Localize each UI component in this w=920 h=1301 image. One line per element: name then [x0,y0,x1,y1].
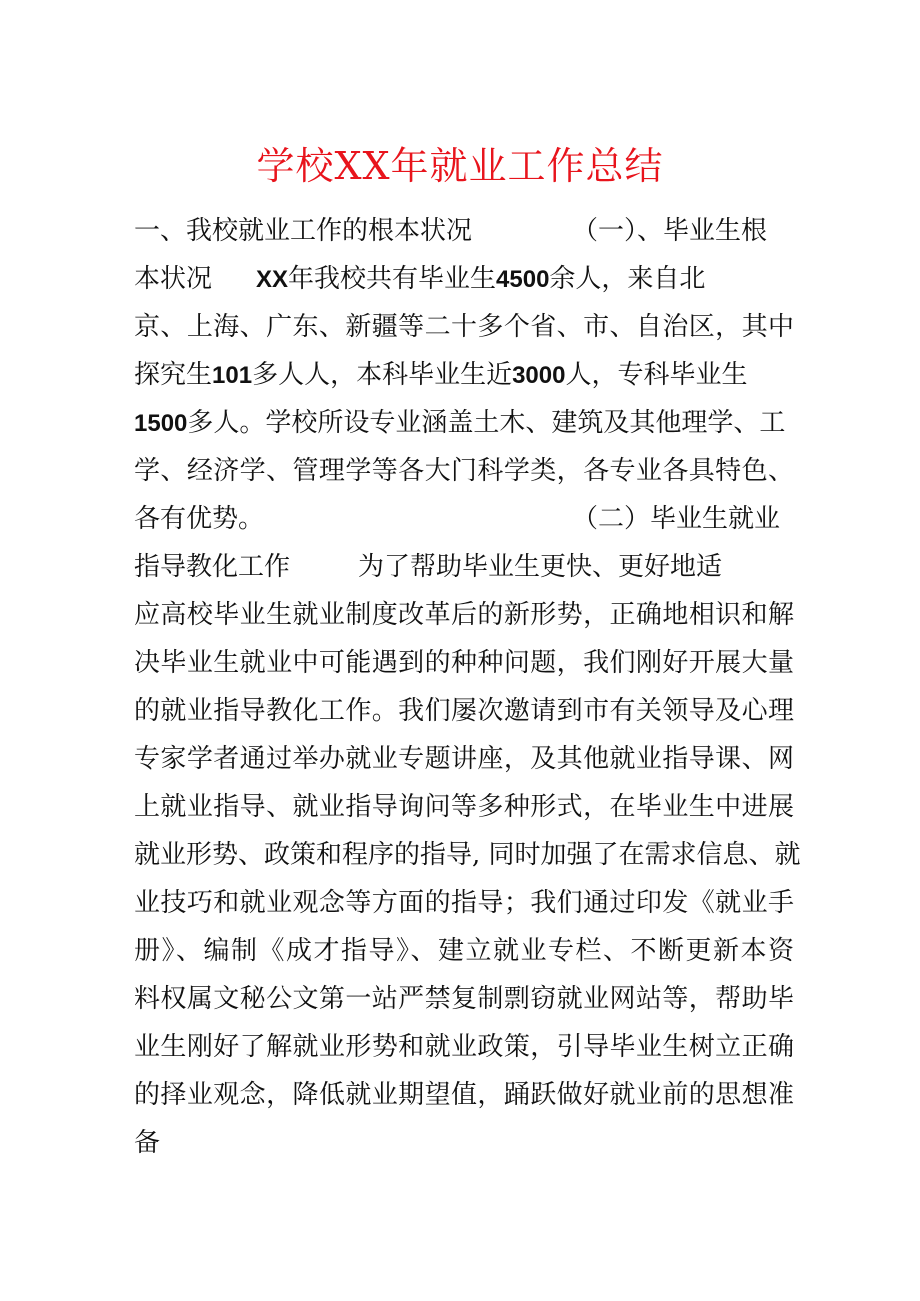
line-7-lead: 各有优势。 [134,504,265,534]
text-line-8 [134,543,794,591]
line-5-text: 多人。学校所设专业涵盖土木、建筑及其他理学、工 [187,408,786,438]
year-code: XX [256,266,289,293]
subsection-heading-1: （一）、毕业生根 [572,216,768,246]
text-line-13: 上就业指导、就业指导询问等多种形式，在毕业生中进展 [134,792,794,822]
text-line-10: 决毕业生就业中可能遇到的种种问题，我们刚好开展大量 [134,648,794,678]
text-line-19: 的择业观念，降低就业期望值，踊跃做好就业前的思想准 [134,1080,794,1110]
text-line-11: 的就业指导教化工作。我们屡次邀请到市有关领导及心理 [134,696,794,726]
line-2-text-a: 年我校共有毕业生 [288,264,497,294]
line-8-body: 为了帮助毕业生更快、更好地适 [358,552,723,582]
graduate-total: 4500 [496,266,550,293]
line-8-lead: 指导教化工作 [134,552,291,582]
line-4-text-b: 多人人，本科毕业生近 [252,360,513,390]
text-line-14: 就业形势、政策和程序的指导, 同时加强了在需求信息、就 [134,840,801,870]
postgraduate-count: 101 [212,362,253,389]
line-4-text-c: 人，专科毕业生 [565,360,748,390]
line-2-lead: 本状况 [134,264,213,294]
text-line-20: 备 [134,1128,161,1158]
subsection-heading-2: （二）毕业生就业 [572,504,781,534]
undergraduate-count: 3000 [512,362,566,389]
text-line-7 [134,495,794,543]
text-line-17: 料权属文秘公文第一站严禁复制剽窃就业网站等，帮助毕 [134,984,794,1014]
text-line-12: 专家学者通过举办就业专题讲座，及其他就业指导课、网 [134,744,794,774]
text-line-6: 学、经济学、管理学等各大门科学类，各专业各具特色、 [134,456,794,486]
text-line-15: 业技巧和就业观念等方面的指导；我们通过印发《就业手 [134,888,794,918]
text-line-4 [134,351,747,399]
text-line-9: 应高校毕业生就业制度改革后的新形势，正确地相识和解 [134,600,794,630]
text-line-18: 业生刚好了解就业形势和就业政策，引导毕业生树立正确 [134,1032,794,1062]
section-heading-1: 一、我校就业工作的根本状况 [134,216,473,246]
associate-count: 1500 [134,410,188,437]
line-2-body [256,255,705,304]
text-line-2 [134,255,794,303]
text-line-3: 京、上海、广东、新疆等二十多个省、市、自治区，其中 [134,312,794,342]
line-2-text-b: 余人，来自北 [549,264,706,294]
document-title: 学校XX年就业工作总结 [256,144,664,188]
text-line-1 [134,207,794,255]
line-4-text-a: 探究生 [134,360,213,390]
text-line-16: 册》、编制《成才指导》、建立就业专栏、不断更新本资 [134,936,794,966]
text-line-5 [134,399,785,447]
